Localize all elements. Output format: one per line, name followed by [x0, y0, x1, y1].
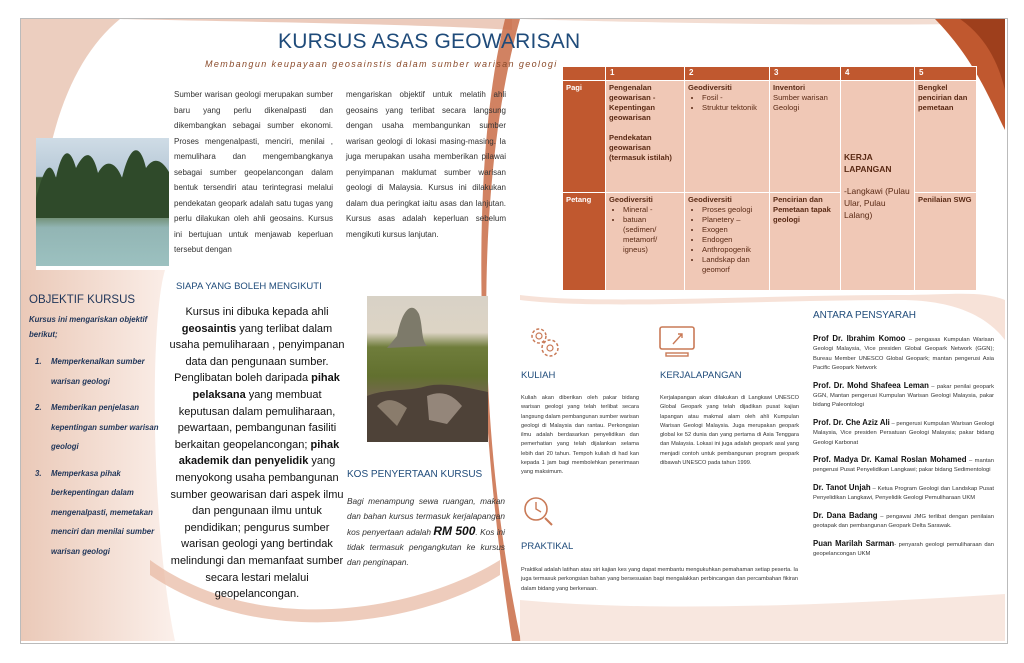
cell-text: -Langkawi (Pulau Ular, Pulau Lalang)	[844, 185, 910, 220]
schedule-cell-kerja	[841, 81, 915, 291]
kuliah-body: Kuliah akan diberikan oleh pakar bidang warisan geologi yang telah terlibat secara langsung dalam pembangunan sumber warisan geologi di Malaysia dan rantau. Perkongsian ilmu adalah berdasarkan penyelidikan dan pemerhatian yang telah dijalankan selama lebih dari 20 tahun. Tempoh kuliah di had kan kepada 1 jam bagi membolehkan penerimaan yang maksimum.	[521, 395, 639, 476]
schedule-header-cell: 3	[770, 67, 841, 81]
list-item: • Mineral -	[623, 205, 681, 215]
lecturer-desc: – mantan pengerusi Pusat Penyelidikan Langkawi; pakar bidang Sedimentologi	[813, 458, 994, 474]
praktikal-title: PRAKTIKAL	[521, 541, 574, 552]
cell-list	[609, 205, 681, 255]
list-text: Memperkasa pihak berkepentingan dalam mengenalpasti, memetakan menciri dan menilai sumber warisan geologi	[51, 468, 155, 556]
siapa-body	[166, 304, 348, 603]
list-item: • Endogen	[702, 235, 766, 245]
list-text: Memperkenalkan sumber warisan geologi	[51, 357, 145, 386]
list-item: • Anthropogenik	[702, 245, 766, 255]
lecturer-name: Prof. Dr. Che Aziz Ali	[813, 417, 890, 427]
kos-body	[347, 494, 505, 570]
cell-title: Inventori	[773, 83, 806, 92]
schedule-row-petang	[563, 193, 977, 291]
schedule-header-cell: 1	[606, 67, 685, 81]
page-title: KURSUS ASAS GEOWARISAN	[278, 30, 581, 53]
lecturer-name: Dr. Tanot Unjah	[813, 482, 871, 492]
cell-list	[688, 93, 766, 113]
list-number: 1.	[35, 357, 42, 366]
objektif-title: OBJEKTIF KURSUS	[29, 294, 136, 306]
intro-column-2: mengariskan objektif untuk melatih ahli geosains yang terlibat secara langsung dengan usaha membangunkan sumber warisan geologi di lokasi masing-masing. Ia juga merupakan usaha memberikan pilawai penyimpanan maklumat sumber warisan geologi di Malaysia. Kursus ini dilakukan dalam dua peringkat iaitu asas dan lanjutan. Kursus asas adalah keperluan sebelum mengikuti kursus lanjutan.	[346, 90, 506, 239]
kos-title: KOS PENYERTAAN KURSUS	[347, 469, 483, 480]
lecturer-name: Prof. Madya Dr. Kamal Roslan Mohamed	[813, 455, 967, 465]
page-subtitle: Membangun keupayaan geosainstis dalam sumber warisan geologi	[205, 59, 558, 69]
cell-list	[688, 205, 766, 275]
kerja-title: KERJALAPANGAN	[660, 370, 742, 381]
kerja-body: Kerjalapangan akan dilakukan di Langkawi UNESCO Global Geopark yang telah dijadikan pusat kajian lapangan atau makmal alam oleh ahli Kumpulan Warisan Geologi Malaysia. Juga merupakan geopark global ke 52 dunia dan yang pertama di Asia Tenggara dan Malaysia. Lokasi ini juga adalah geopark asal yang menjadi contoh untuk pembangunan program geopark dibawah UNESCO pada tahun 1999.	[660, 395, 799, 467]
cell-text: Pengenalan geowarisan - Kepentingan geowarisan	[609, 83, 656, 122]
siapa-text: Kursus ini dibuka kepada ahli	[185, 306, 329, 318]
cell-text: Sumber warisan Geologi	[773, 93, 828, 112]
cell-text: Penilaian SWG	[918, 195, 972, 204]
schedule-header-row	[563, 67, 977, 81]
schedule-cell	[606, 81, 685, 193]
praktikal-body: Praktikal adalah latihan atau siri kajian kes yang dapat membantu mengukuhkan pemahaman setiap peserta. Ia juga termasuk perkongsian bahan yang bersesuaian bagi mengalakkan perbincangan dan percambahan fikiran dalam bidang yang berkenaan.	[521, 567, 798, 592]
list-item: • Planetery –	[702, 215, 766, 225]
lecturer-name: Dr. Dana Badang	[813, 510, 878, 520]
rock-silhouette	[367, 296, 488, 442]
cell-text: Pendekatan geowarisan (termasuk istilah)	[609, 133, 672, 162]
siapa-bold: pihak pelaksana	[192, 372, 340, 401]
lecturer-item	[813, 455, 994, 476]
schedule-header-cell: 4	[841, 67, 915, 81]
pensyarah-title: ANTARA PENSYARAH	[813, 310, 916, 321]
rock-outcrop-photo	[367, 296, 488, 442]
objektif-list	[29, 352, 161, 568]
pensyarah-list	[813, 334, 994, 566]
list-item	[29, 352, 161, 391]
lecturer-desc: – pengasas Kumpulan Warisan Geologi Malaysia, Vice presiden Global Geopark Network (GGN); Bureau Member UNESCO Global Geopark; mantan pengerusi Asia Pacific Geopark Network	[813, 337, 994, 372]
cell-title: Geodiversiti	[609, 195, 653, 204]
schedule-cell	[915, 193, 977, 291]
lecturer-item	[813, 483, 994, 504]
schedule-cell	[915, 81, 977, 193]
list-item	[29, 464, 161, 562]
schedule-header-cell: 5	[915, 67, 977, 81]
kos-amount: RM 500	[433, 524, 476, 538]
karst-silhouette	[36, 138, 169, 266]
gears-icon	[527, 324, 561, 360]
lecturer-desc: – Ketua Program Geologi dan Landskap Pusat Penyelidikan Langkawi, Penyelidik Geologi Pemuliharaan UKM	[813, 485, 994, 502]
schedule-cell	[685, 81, 770, 193]
lecturer-desc: – pakar penilai geopark GGN, Mantan pengerusi Kumpulan Warisan Geologi Malaysia, pakar bidang Paleontologi	[813, 383, 994, 409]
list-number: 2.	[35, 403, 42, 412]
lecturer-item	[813, 539, 994, 560]
cell-title: Geodiversiti	[688, 195, 732, 204]
cell-title: KERJA LAPANGAN	[844, 151, 892, 174]
cell-text: Pencirian dan Pemetaan tapak geologi	[773, 195, 831, 224]
schedule-cell	[606, 193, 685, 291]
schedule-header-cell	[563, 67, 606, 81]
list-item	[29, 398, 161, 457]
monitor-icon	[658, 325, 696, 359]
intro-column-1: Sumber warisan geologi merupakan sumber baru yang perlu dikenalpasti dan dikembangkan sebagai sumber ekonomi. Proses mengenalpasti, menciri, menilai , memulihara dan mengembangkanya sebagai sumber geopelancongan dalam bentuk tersendiri atau terintegrasi melalui pendekatan geopark adalah satu tugas yang perlu dilakukan oleh ahli geosains. Kursus ini bertujuan untuk menjawab keperluan tersebut dengan	[174, 90, 333, 254]
lecturer-name: Puan Marilah Sarman	[813, 538, 895, 548]
siapa-bold: pihak akademik dan penyelidik	[178, 438, 340, 468]
siapa-text: yang membuat keputusan dalam pemuliharaan, pewartaan, pembangunan fasiliti berkaitan geopelancongan;	[174, 388, 337, 451]
list-number: 3.	[35, 468, 42, 478]
cell-title: Geodiversiti	[688, 83, 732, 92]
kos-text: . Kos ini tidak termasuk pengangkutan ke kursus dan penginapan.	[347, 527, 505, 567]
schedule-row-pagi	[563, 81, 977, 193]
lecturer-name: Prof Dr. Ibrahim Komoo	[813, 334, 906, 343]
lecturer-item	[813, 418, 994, 448]
clock-tool-icon	[521, 493, 555, 527]
list-item: • Proses geologi	[702, 205, 766, 215]
list-item: • Struktur tektonik	[702, 103, 766, 113]
schedule-cell	[685, 193, 770, 291]
schedule-cell	[770, 193, 841, 291]
list-text: Memberikan penjelasan kepentingan sumber warisan geologi	[51, 403, 159, 451]
list-item: • Landskap dan geomorf	[702, 255, 766, 275]
cell-text: Bengkel pencirian dan pemetaan	[918, 83, 968, 112]
row-label-petang: Petang	[563, 193, 606, 291]
siapa-title: SIAPA YANG BOLEH MENGIKUTI	[176, 281, 322, 292]
lecturer-desc: - penyarah geologi pemuliharaan dan geopelancongan UKM	[813, 541, 994, 557]
row-label-pagi: Pagi	[563, 81, 606, 193]
list-item: • batuan (sedimen/ metamorf/ igneus)	[623, 215, 681, 255]
lecturer-item	[813, 511, 994, 532]
schedule-table	[562, 66, 977, 291]
siapa-bold: geosaintis	[181, 322, 237, 335]
objektif-intro: Kursus ini mengariskan objektif berikut;	[29, 315, 148, 339]
list-item: • Exogen	[702, 225, 766, 235]
lecturer-item	[813, 381, 994, 411]
siapa-text: yang menyokong usaha pembangunan sumber geowarisan dari aspek ilmu dan pengunaan ilmu untuk pendidikan; pengurus sumber warisan geologi yang bertindak melindungi dan memanfaat sumber secara lestari melalui geopelancongan.	[170, 455, 344, 601]
schedule-cell	[770, 81, 841, 193]
lecturer-desc: – pengawai JMG terlibat dengan penilaian geotapak dan pembangunan Geopark Delta Sarawak.	[813, 513, 994, 530]
lecturer-item	[813, 334, 994, 374]
schedule-header-cell: 2	[685, 67, 770, 81]
lecturer-desc: – pengerusi Kumpulan Warisan Geologi Malaysia, Vice presiden Persatuan Geologi Malaysia; pakar bidang Geologi Karbonat	[813, 420, 994, 446]
kos-text: Bagi menampung sewa ruangan, makan dan bahan kursus termasuk kerjalapangan kos penyertaan adalah	[347, 496, 505, 537]
siapa-text: yang terlibat dalam usaha pemuliharaan , penyimpanan data dan pengunaan sumber. Penglibatan boleh daripada	[169, 322, 345, 385]
karst-lagoon-photo	[36, 138, 169, 266]
kuliah-title: KULIAH	[521, 370, 556, 381]
list-item: • Fosil -	[702, 93, 766, 103]
lecturer-name: Prof. Dr. Mohd Shafeea Leman	[813, 380, 929, 390]
